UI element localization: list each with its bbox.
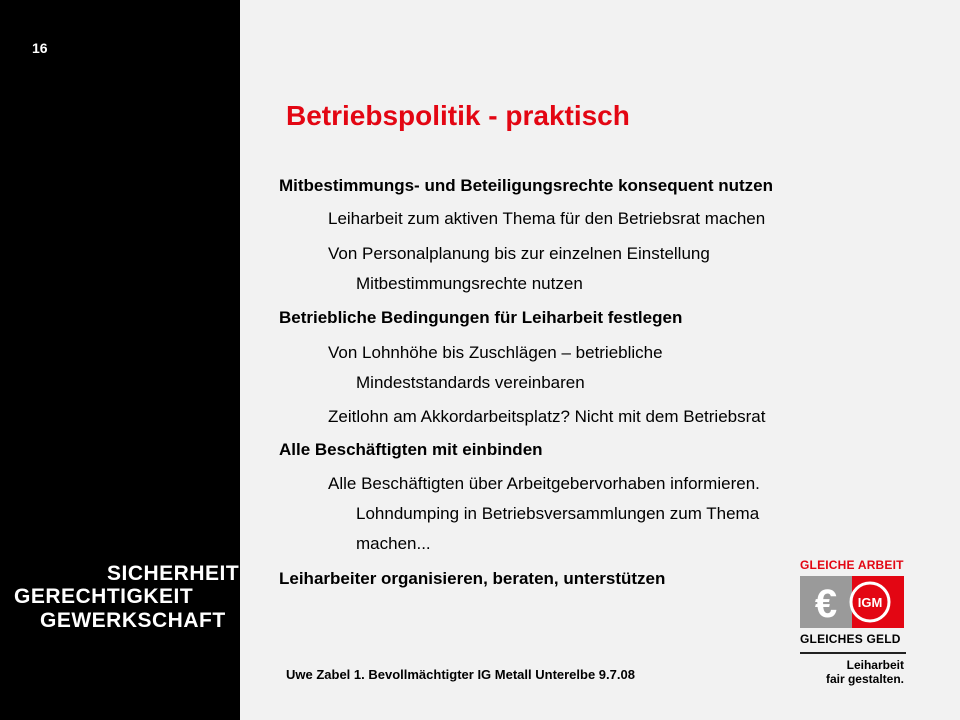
- sub-bullet-2-1: [328, 338, 663, 398]
- bullet-2: Betriebliche Bedingungen für Leiharbeit festlegen: [279, 308, 683, 327]
- sub-bullet-2-1-line-1: Von Lohnhöhe bis Zuschlägen – betriebliche: [328, 343, 663, 362]
- sidebar: [0, 0, 240, 720]
- sub-bullet-1-2-line-1: Von Personalplanung bis zur einzelnen Einstellung: [328, 244, 710, 263]
- sub-bullet-2-2: Zeitlohn am Akkordarbeitsplatz? Nicht mit dem Betriebsrat: [328, 407, 766, 426]
- logo-tagline-2: fair gestalten.: [825, 672, 904, 686]
- logo-tagline-1: Leiharbeit: [846, 658, 904, 672]
- logo-divider: [800, 652, 906, 654]
- slide-title: Betriebspolitik - praktisch: [286, 100, 630, 131]
- logo-bottom-text: GLEICHES GELD: [800, 632, 901, 646]
- euro-symbol: €: [814, 582, 838, 626]
- bullet-1: Mitbestimmungs- und Beteiligungsrechte konsequent nutzen: [279, 176, 773, 195]
- logo-top-text: GLEICHE ARBEIT: [800, 558, 904, 572]
- sub-bullet-2-1-line-2: Mindeststandards vereinbaren: [356, 373, 585, 392]
- sub-bullet-3-1-line-3: machen...: [356, 534, 431, 553]
- sub-bullet-3-1-line-2: Lohndumping in Betriebsversammlungen zum Thema: [356, 504, 760, 523]
- sub-bullet-3-1: [328, 469, 760, 559]
- bullet-4: Leiharbeiter organisieren, beraten, unterstützen: [279, 569, 666, 588]
- slogan-line-3: GEWERKSCHAFT: [40, 609, 226, 632]
- sub-bullet-3-1-line-1: Alle Beschäftigten über Arbeitgebervorhaben informieren.: [328, 474, 760, 493]
- slogan-line-1: SICHERHEIT: [107, 562, 240, 585]
- sub-bullet-1-1: Leiharbeit zum aktiven Thema für den Betriebsrat machen: [328, 209, 766, 228]
- logo-mark: [800, 576, 904, 628]
- bullet-3: Alle Beschäftigten mit einbinden: [279, 440, 543, 459]
- igmetall-campaign-logo: [800, 558, 908, 688]
- sub-bullet-1-2: [328, 239, 710, 299]
- slide-number: 16: [32, 40, 48, 56]
- slogan-line-2: GERECHTIGKEIT: [14, 585, 194, 608]
- igm-symbol: IGM: [857, 595, 883, 610]
- euro-igm-icon: [800, 576, 904, 628]
- sub-bullet-1-2-line-2: Mitbestimmungsrechte nutzen: [356, 274, 583, 293]
- footer-text: Uwe Zabel 1. Bevollmächtigter IG Metall Unterelbe 9.7.08: [286, 667, 635, 682]
